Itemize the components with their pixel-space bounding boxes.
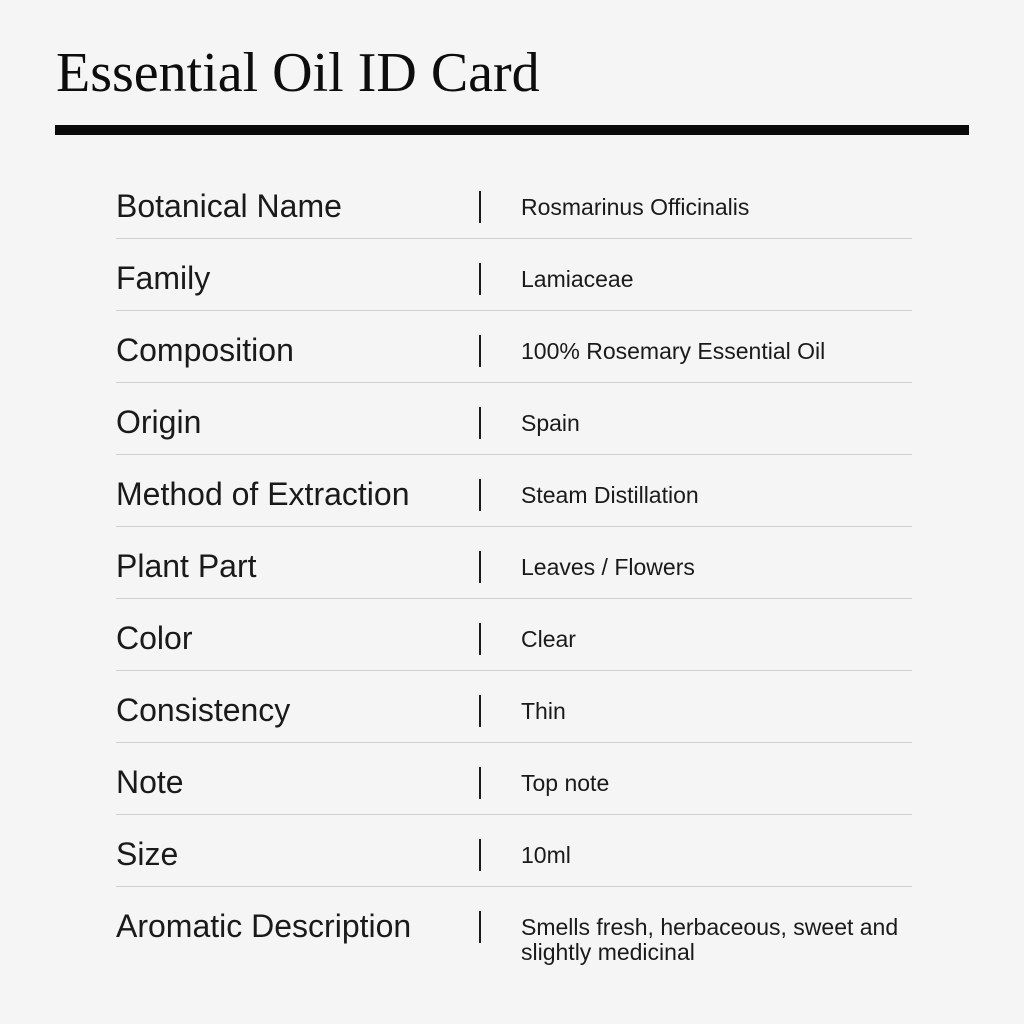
property-label: Size bbox=[116, 836, 179, 872]
column-separator bbox=[479, 695, 481, 727]
property-row-aromatic-description bbox=[116, 887, 912, 987]
property-label: Origin bbox=[116, 404, 202, 440]
column-separator bbox=[479, 263, 481, 295]
column-separator bbox=[479, 839, 481, 871]
property-value: 10ml bbox=[521, 842, 571, 868]
property-label: Note bbox=[116, 764, 184, 800]
property-label: Plant Part bbox=[116, 548, 257, 584]
property-row-origin bbox=[116, 383, 912, 455]
title-divider bbox=[55, 125, 969, 135]
property-value: Clear bbox=[521, 626, 576, 652]
column-separator bbox=[479, 623, 481, 655]
property-value: Leaves / Flowers bbox=[521, 554, 695, 580]
column-separator bbox=[479, 551, 481, 583]
property-value: 100% Rosemary Essential Oil bbox=[521, 338, 826, 364]
property-row-note bbox=[116, 743, 912, 815]
property-row-family bbox=[116, 239, 912, 311]
property-value: Smells fresh, herbaceous, sweet and slightly medicinal bbox=[521, 914, 899, 965]
property-list bbox=[116, 167, 912, 987]
property-label: Family bbox=[116, 260, 211, 296]
column-separator bbox=[479, 335, 481, 367]
property-value: Rosmarinus Officinalis bbox=[521, 194, 750, 220]
property-value: Steam Distillation bbox=[521, 482, 699, 508]
property-value: Spain bbox=[521, 410, 580, 436]
property-label: Botanical Name bbox=[116, 188, 342, 224]
property-row-botanical-name bbox=[116, 167, 912, 239]
property-label: Composition bbox=[116, 332, 294, 368]
column-separator bbox=[479, 191, 481, 223]
property-row-consistency bbox=[116, 671, 912, 743]
property-row-composition bbox=[116, 311, 912, 383]
property-row-method-of-extraction bbox=[116, 455, 912, 527]
column-separator bbox=[479, 407, 481, 439]
column-separator bbox=[479, 911, 481, 943]
property-label: Color bbox=[116, 620, 193, 656]
card-title: Essential Oil ID Card bbox=[56, 42, 540, 104]
column-separator bbox=[479, 767, 481, 799]
property-label: Method of Extraction bbox=[116, 476, 410, 512]
property-label: Consistency bbox=[116, 692, 291, 728]
property-value: Thin bbox=[521, 698, 566, 724]
property-value: Top note bbox=[521, 770, 610, 796]
property-label: Aromatic Description bbox=[116, 908, 412, 944]
column-separator bbox=[479, 479, 481, 511]
property-row-color bbox=[116, 599, 912, 671]
property-row-size bbox=[116, 815, 912, 887]
property-value: Lamiaceae bbox=[521, 266, 634, 292]
property-row-plant-part bbox=[116, 527, 912, 599]
